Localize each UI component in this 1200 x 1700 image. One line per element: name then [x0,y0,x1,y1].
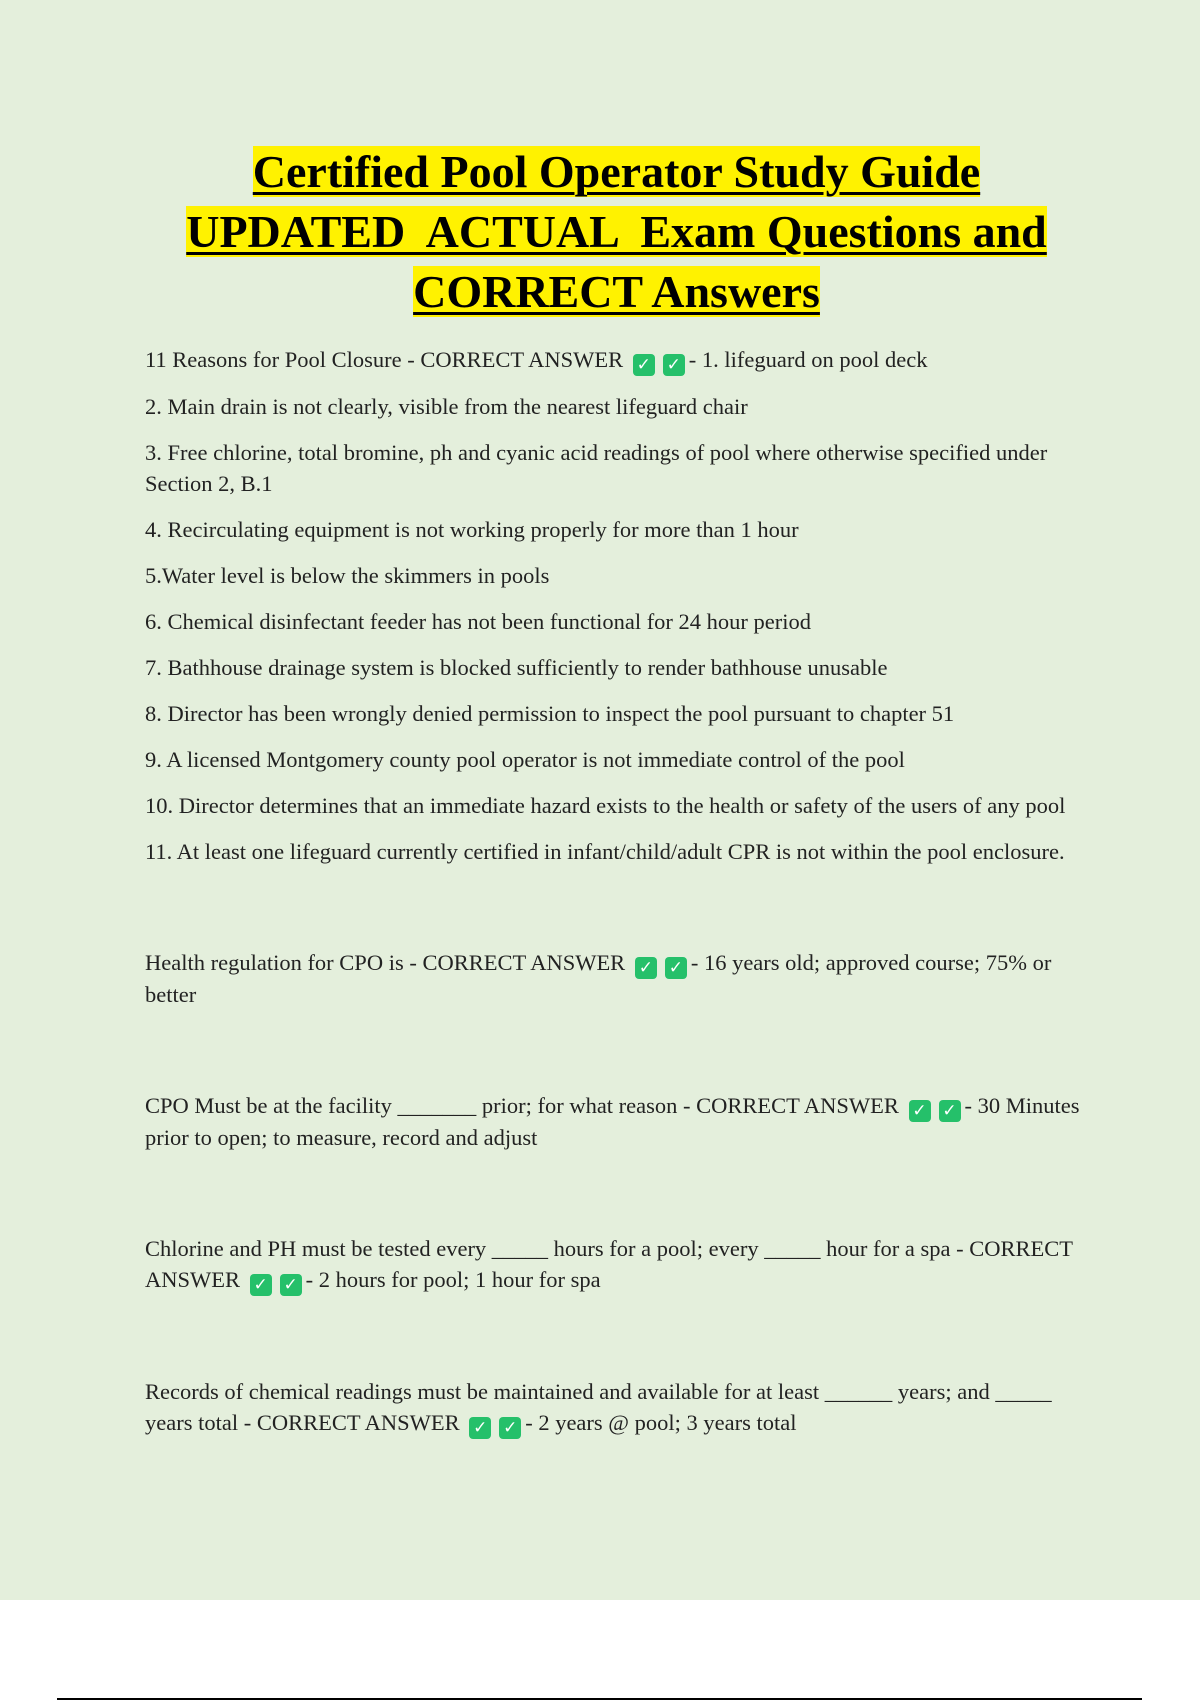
question-text: Records of chemical readings must be maintained and available for at least ______ years; and _____ years total - CORRECT ANSWER [145,1379,1052,1435]
question-text: CPO Must be at the facility _______ prior; for what reason - CORRECT ANSWER [145,1093,899,1118]
question-text: Health regulation for CPO is - CORRECT ANSWER [145,950,626,975]
check-icon: ✓ [280,1274,302,1296]
list-item: 9. A licensed Montgomery county pool operator is not immediate control of the pool [145,747,905,772]
document-title [120,142,1113,322]
qa-item-cpo-arrival [145,1090,1095,1153]
qa-item-records-retention [145,1376,1095,1439]
answer-text: - 1. lifeguard on pool deck [688,347,928,372]
question-text: 11 Reasons for Pool Closure - CORRECT ANSWER [145,347,624,372]
check-icon: ✓ [469,1417,491,1439]
question-text: Chlorine and PH must be tested every _____ hours for a pool; every _____ hour for a spa - CORRECT ANSWER [145,1236,1073,1292]
list-item: 5.Water level is below the skimmers in pools [145,563,550,588]
document-body [145,344,1095,1454]
answer-text: - 16 years old; approved course; 75% or better [145,950,1052,1007]
check-icon: ✓ [635,957,657,979]
qa-item-health-regulation [145,947,1095,1010]
title-line-3: CORRECT Answers [413,266,820,317]
check-icon: ✓ [499,1417,521,1439]
title-line-1: Certified Pool Operator Study Guide [252,146,981,197]
check-icon: ✓ [665,957,687,979]
list-item: 4. Recirculating equipment is not working properly for more than 1 hour [145,517,799,542]
answer-text: - 2 years @ pool; 3 years total [525,1410,797,1435]
check-icon: ✓ [909,1100,931,1122]
list-item: 2. Main drain is not clearly, visible from the nearest lifeguard chair [145,394,748,419]
list-item: 7. Bathhouse drainage system is blocked sufficiently to render bathhouse unusable [145,655,888,680]
list-item: 11. At least one lifeguard currently certified in infant/child/adult CPR is not within the pool enclosure. [145,839,1065,864]
answer-text: - 2 hours for pool; 1 hour for spa [305,1267,601,1292]
answer-text: - 30 Minutes prior to open; to measure, record and adjust [145,1093,1080,1150]
list-item: 8. Director has been wrongly denied permission to inspect the pool pursuant to chapter 51 [145,701,955,726]
check-icon: ✓ [663,354,685,376]
title-line-2: UPDATED ACTUAL Exam Questions and [186,206,1047,257]
check-icon: ✓ [633,354,655,376]
qa-item-pool-closure [145,344,1095,376]
list-item: 3. Free chlorine, total bromine, ph and cyanic acid readings of pool where otherwise specified under Section 2, B.1 [145,440,1048,496]
check-icon: ✓ [250,1274,272,1296]
list-item: 6. Chemical disinfectant feeder has not been functional for 24 hour period [145,609,812,634]
qa-item-testing-frequency [145,1233,1095,1296]
list-item: 10. Director determines that an immediate hazard exists to the health or safety of the users of any pool [145,793,1066,818]
check-icon: ✓ [939,1100,961,1122]
